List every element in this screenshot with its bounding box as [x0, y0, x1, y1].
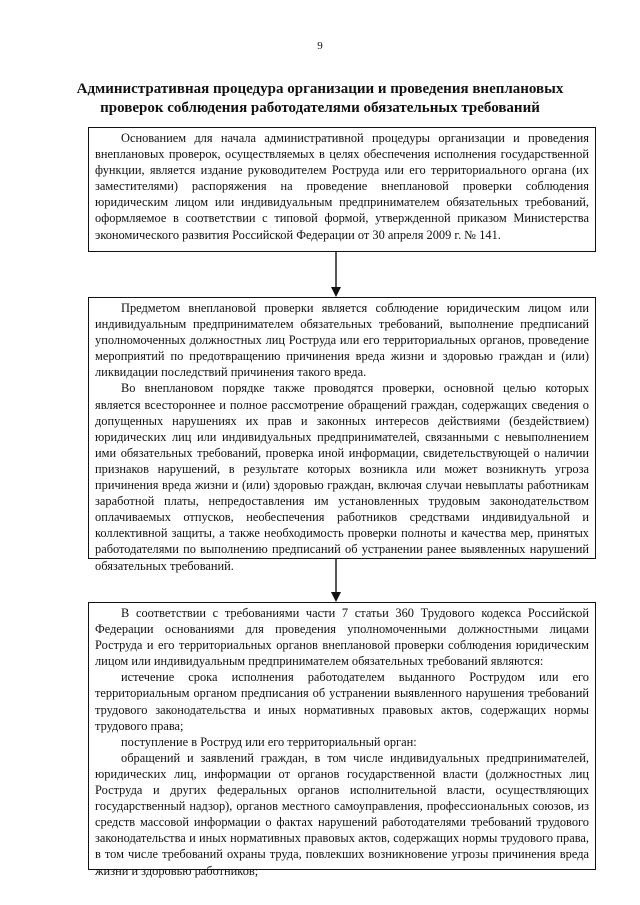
- box2-paragraph-1: Предметом внеплановой проверки является соблюдение юридическим лицом или индивидуальным предпринимателем обязательных требований, выполнение предписаний уполномоченных должностных лиц Роструда или его территориальных органов, проведение мероприятий по предотвращению причинения вреда жизни и здоровью граждан и (или) ликвидации последствий причинения такого вреда.: [95, 301, 589, 380]
- flow-arrow-2: [326, 559, 346, 602]
- box3-paragraph-3: поступление в Роструд или его территориальный орган:: [121, 734, 417, 749]
- title-line-2: проверок соблюдения работодателями обязательных требований: [100, 100, 540, 116]
- section-title: [60, 80, 580, 118]
- box3-paragraph-1: В соответствии с требованиями части 7 статьи 360 Трудового кодекса Российской Федерации основаниями для проведения уполномоченными должностными лицами Роструда и его территориальных органов внеплановой проверки соблюдения юридическим лицом или индивидуальным предпринимателем обязательных требований являются:: [95, 606, 589, 669]
- box3-paragraph-4: обращений и заявлений граждан, в том числе индивидуальных предпринимателей, юридических лиц, информации от органов государственной власти (должностных лиц Роструда и других федеральных органов исполнительной власти, осуществляющих государственный надзор), органов местного самоуправления, профессиональных союзов, из средств массовой информации о фактах нарушений работодателями требований трудового законодательства и иных нормативных правовых актов, содержащих нормы трудового права, в том числе требований охраны труда, повлекших возникновение угрозы причинения вреда жизни и здоровью работников;: [95, 750, 589, 878]
- flow-box-basis: [88, 127, 596, 252]
- flow-box-grounds: [88, 602, 596, 878]
- box3-paragraph-2: истечение срока исполнения работодателем выданного Рострудом или его территориальным органом предписания об устранении выявленного нарушения требований трудового законодательства и иных нормативных правовых актов, содержащих нормы трудового права;: [95, 670, 589, 733]
- title-line-1: Административная процедура организации и проведения внеплановых: [76, 81, 564, 97]
- box2-paragraph-2: Во внеплановом порядке также проводятся проверки, основной целью которых является всестороннее и полное рассмотрение обращений граждан, содержащих сведения о допущенных нарушениях их прав и законных интересов действиями (бездействием) юридических лиц или индивидуальных предпринимателей, связанными с невыполнением ими обязательных требований, проверка иной информации, свидетельствующей о наличии признаков нарушений, в результате которых возникла или может возникнуть угроза причинения вреда жизни и (или) здоровью граждан, включая случаи невыплаты работникам заработной платы, непредоставления им установленных трудовым законодательством оплачиваемых отпусков, необеспечения работников средствами индивидуальной и коллективной защиты, а также необходимость проверки полноты и качества мер, принятых работодателями по выполнению предписаний об устранении ранее выявленных нарушений обязательных требований.: [95, 381, 589, 573]
- box1-paragraph-1: Основанием для начала административной процедуры организации и проведения внеплановых проверок, осуществляемых в целях обеспечения исполнения государственной функции, является издание руководителем Роструда или его территориального органа (их заместителями) распоряжения на проведение внеплановой проверки соблюдения юридическим лицом или индивидуальным предпринимателем обязательных требований, оформляемое в соответствии с типовой формой, утвержденной приказом Министерства экономического развития Российской Федерации от 30 апреля 2009 г. № 141.: [95, 131, 589, 242]
- flow-arrow-1: [326, 252, 346, 297]
- page-number: 9: [317, 40, 323, 52]
- flow-box-subject: [88, 297, 596, 573]
